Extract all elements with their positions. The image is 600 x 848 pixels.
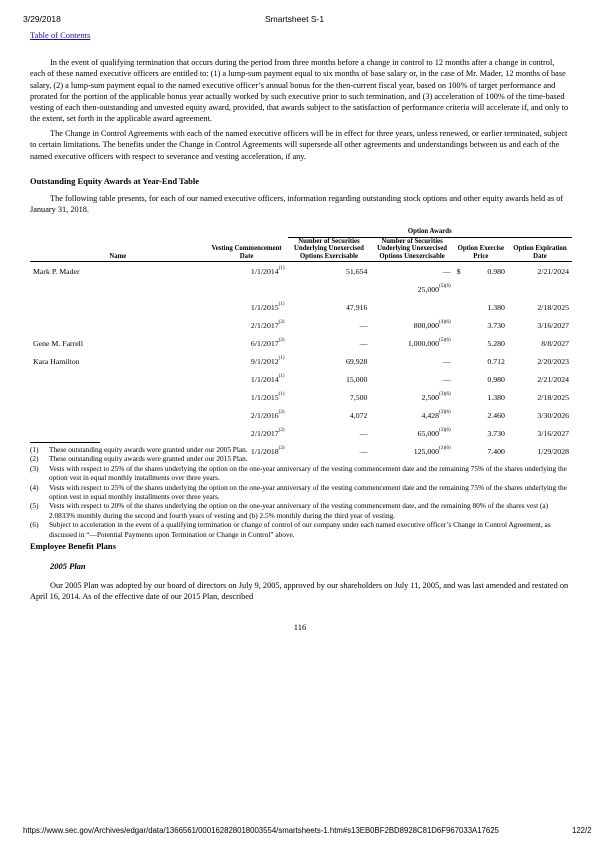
table-group-header-row bbox=[30, 228, 572, 237]
section-heading-outstanding-equity: Outstanding Equity Awards at Year-End Table bbox=[30, 176, 200, 186]
cell-name bbox=[30, 424, 206, 442]
footnote-text: Subject to acceleration in the event of a qualifying termination or change of control of our company under each named executive officer’s Change in Control Agreement, as discussed in “—Potential Payments upon Termination or Change in Control” above. bbox=[49, 520, 551, 539]
cell-name: Gene M. Farrell bbox=[33, 338, 84, 348]
cell-exercise-price: 0.712 bbox=[487, 356, 505, 366]
cell-unexercisable: $2,500^{(3)(6)}$ bbox=[421, 391, 451, 402]
cell-vesting-date bbox=[206, 280, 288, 298]
paragraph-change-in-control: The Change in Control Agreements with each of the named executive officers will be in effect for three years, unless renewed, or earlier terminated, subject to certain limitations. The benefits under the Change in Control Agreements will supersede all other agreements and understandings between us and each of the named executive officers with respect to severance and vesting acceleration, if any. bbox=[30, 129, 568, 161]
column-header-exercisable: Number of Securities Underlying Unexercised Options Exercisable bbox=[288, 237, 371, 262]
cell-vesting-date: 2/1/2017$^{(2)}$ bbox=[250, 427, 285, 438]
footnote-number: (1) bbox=[30, 445, 39, 454]
footnote-ref: (5)(6) bbox=[439, 337, 451, 343]
footnote-text: Vests with respect to 20% of the shares underlying the option on the one-year anniversary of the vesting commencement date, and the remaining 80% of the shares vest (a) 2.0833% monthly during the second and fourth years of vesting and (b) 2.5% monthly during the third year of vesting. bbox=[49, 501, 549, 520]
cell-vesting-date: 2/1/2016$^{(2)}$ bbox=[250, 409, 285, 420]
footnote-number: (5) bbox=[30, 501, 39, 511]
cell-vesting-date: 9/1/2012$^{(1)}$ bbox=[250, 355, 285, 366]
footnote-number: (3) bbox=[30, 463, 39, 473]
footnote-ref: (2) bbox=[278, 319, 285, 325]
footnote-ref: (1) bbox=[278, 265, 285, 271]
cell-exercisable: — bbox=[359, 446, 368, 456]
paragraph-termination-benefits: In the event of qualifying termination that occurs during the period from three months before a change in control to 12 months after a change in control, each of these named executive officers are entitled to: (1) a lump-sum payment equal to six months of base salary or, in the case of Mr. Mader, 12 months of base salary, (2) a lump-sum payment equal to the named executive officer’s annual bonus for the then-current fiscal year, based on 100% of target performance and prorated for the portion of the applicable bonus year actually worked by such executive prior to such termination, and (3) acceleration of 100% of the time-based vesting of each then-outstanding and unvested equity award, provided, that awards subject to the satisfaction of performance criteria will accelerate if, and only to the extent, set forth in the applicable award agreement. bbox=[30, 58, 569, 124]
cell-unexercisable: $1,000,000^{(5)(6)}$ bbox=[407, 337, 451, 348]
footnote-divider bbox=[30, 442, 100, 443]
footnote-text: Vests with respect to 25% of the shares underlying the option on the one-year anniversary of the vesting commencement date and the remaining 75% of the shares underlying the option vest in equal monthly installments over three years. bbox=[49, 482, 567, 502]
cell-unexercisable: $125,000^{(3)(6)}$ bbox=[413, 445, 451, 456]
footnote-item bbox=[30, 445, 575, 454]
cell-exercise-price: 0.980 bbox=[487, 374, 505, 384]
footnote-number: (4) bbox=[30, 482, 39, 492]
cell-exercise-price: 2.460 bbox=[487, 410, 505, 420]
print-page-count: 122/2 bbox=[572, 826, 592, 835]
table-row bbox=[30, 352, 572, 370]
cell-unexercisable: $25,000^{(5)(6)}$ bbox=[417, 283, 451, 294]
cell-exercisable bbox=[288, 280, 371, 298]
cell-exercisable: — bbox=[359, 320, 368, 330]
table-row bbox=[30, 316, 572, 334]
cell-vesting-date: 1/1/2018$^{(2)}$ bbox=[250, 445, 285, 456]
cell-name bbox=[30, 370, 206, 388]
footnote-number: (2) bbox=[30, 454, 39, 464]
cell-expiration-date bbox=[508, 280, 572, 298]
cell-exercisable: 15,000 bbox=[345, 374, 368, 384]
cell-expiration-date: 2/21/2024 bbox=[537, 374, 569, 384]
footnote-ref: (1) bbox=[278, 391, 285, 397]
column-header-name: Name bbox=[30, 237, 206, 262]
cell-vesting-date: 2/1/2017$^{(2)}$ bbox=[250, 319, 285, 330]
cell-vesting-date: 1/1/2015$^{(1)}$ bbox=[250, 301, 285, 312]
footnote-ref: (1) bbox=[278, 373, 285, 379]
cell-name bbox=[30, 406, 206, 424]
footnote-ref: (2) bbox=[278, 337, 285, 343]
cell-exercise-price: 3.730 bbox=[487, 320, 505, 330]
paragraph-table-intro: The following table presents, for each of our named executive officers, information regarding outstanding stock options and other equity awards held as of January 31, 2018. bbox=[30, 194, 564, 215]
table-row bbox=[30, 298, 572, 316]
cell-exercise-price: 5.280 bbox=[487, 338, 505, 348]
table-row bbox=[30, 406, 572, 424]
currency-symbol: $ bbox=[456, 266, 461, 276]
cell-name bbox=[30, 316, 206, 334]
cell-expiration-date: 8/8/2027 bbox=[541, 338, 569, 348]
paragraph-2005-plan: Our 2005 Plan was adopted by our board of directors on July 9, 2005, approved by our shareholders on July 11, 2005, and was last amended and restated on April 16, 2014. As of the effective date of our 2015 Plan, described bbox=[30, 581, 569, 602]
cell-name: Kara Hamilton bbox=[33, 356, 80, 366]
cell-exercisable: — bbox=[359, 338, 368, 348]
cell-unexercisable: — bbox=[442, 266, 451, 276]
section-heading-employee-benefit-plans: Employee Benefit Plans bbox=[30, 541, 116, 551]
column-header-unexercisable: Number of Securities Underlying Unexercised Options Unexercisable bbox=[370, 237, 453, 262]
footnotes-list bbox=[30, 445, 575, 539]
cell-unexercisable: — bbox=[442, 356, 451, 366]
cell-expiration-date: 1/29/2028 bbox=[537, 446, 569, 456]
footnote-item bbox=[30, 520, 575, 539]
cell-exercise-price: 1.380 bbox=[487, 302, 505, 312]
source-url: https://www.sec.gov/Archives/edgar/data/1366561/000162828018003554/smartsheets-1.htm#s13EB0BF2BD8928C81D6F967033A17625 bbox=[23, 826, 499, 835]
footnote-text: These outstanding equity awards were granted under our 2015 Plan. bbox=[49, 454, 248, 464]
cell-exercise-price bbox=[454, 280, 508, 298]
cell-name: Mark P. Mader bbox=[33, 266, 80, 276]
cell-exercisable: 51,654 bbox=[345, 266, 368, 276]
footnote-ref: (1) bbox=[278, 301, 285, 307]
footnote-ref: (4)(6) bbox=[439, 319, 451, 325]
footnote-ref: (3)(6) bbox=[439, 445, 451, 451]
cell-expiration-date: 2/20/2023 bbox=[537, 356, 569, 366]
footnote-ref: (2) bbox=[278, 427, 285, 433]
table-row bbox=[30, 280, 572, 298]
cell-exercisable: 47,916 bbox=[345, 302, 368, 312]
footnote-ref: (3)(6) bbox=[439, 409, 451, 415]
column-header-vesting-date: Vesting Commencement Date bbox=[206, 237, 288, 262]
footnote-text: These outstanding equity awards were granted under our 2005 Plan. bbox=[49, 445, 248, 454]
cell-exercisable: 69,928 bbox=[345, 356, 368, 366]
cell-vesting-date: 6/1/2017$^{(2)}$ bbox=[250, 337, 285, 348]
footnote-ref: (3)(6) bbox=[439, 427, 451, 433]
outstanding-equity-table bbox=[30, 228, 572, 460]
footnote-ref: (1) bbox=[278, 355, 285, 361]
footnote-ref: (5)(6) bbox=[439, 283, 451, 289]
cell-exercise-price: 1.380 bbox=[487, 392, 505, 402]
table-row bbox=[30, 370, 572, 388]
footnote-item bbox=[30, 454, 575, 463]
cell-exercise-price: $ 0.980 bbox=[456, 266, 505, 276]
cell-vesting-date: 1/1/2014$^{(1)}$ bbox=[250, 265, 285, 276]
cell-expiration-date: 3/30/2026 bbox=[537, 410, 569, 420]
table-row bbox=[30, 334, 572, 352]
cell-expiration-date: 3/16/2027 bbox=[537, 428, 569, 438]
cell-unexercisable: $4,428^{(3)(6)}$ bbox=[421, 409, 451, 420]
cell-unexercisable: — bbox=[442, 374, 451, 384]
footnote-ref: (3)(6) bbox=[439, 391, 451, 397]
cell-expiration-date: 2/21/2024 bbox=[537, 266, 569, 276]
document-title: Smartsheet S-1 bbox=[265, 14, 325, 24]
cell-expiration-date: 3/16/2027 bbox=[537, 320, 569, 330]
table-row bbox=[30, 262, 572, 281]
table-header-row bbox=[30, 237, 572, 262]
cell-name bbox=[30, 298, 206, 316]
cell-unexercisable: $65,000^{(3)(6)}$ bbox=[417, 427, 451, 438]
cell-exercise-price: 7.400 bbox=[487, 446, 505, 456]
cell-vesting-date: 1/1/2014$^{(1)}$ bbox=[250, 373, 285, 384]
cell-exercisable: 4,072 bbox=[349, 410, 368, 420]
table-row bbox=[30, 424, 572, 442]
footnote-item bbox=[30, 464, 575, 483]
cell-name bbox=[30, 280, 206, 298]
option-awards-group-header: Option Awards bbox=[288, 228, 573, 237]
column-header-exercise-price: Option Exercise Price bbox=[454, 237, 508, 262]
print-date: 3/29/2018 bbox=[23, 14, 61, 24]
footnote-text: Vests with respect to 25% of the shares underlying the option on the one-year anniversary of the vesting commencement date and the remaining 75% of the shares underlying the option vest in equal monthly installments over three years. bbox=[49, 463, 567, 483]
cell-exercisable: — bbox=[359, 428, 368, 438]
column-header-expiration-date: Option Expiration Date bbox=[508, 237, 572, 262]
cell-vesting-date: 1/1/2015$^{(1)}$ bbox=[250, 391, 285, 402]
cell-exercisable: 7,500 bbox=[349, 392, 368, 402]
footnote-ref: (2) bbox=[278, 409, 285, 415]
footnote-ref: (2) bbox=[278, 445, 285, 451]
cell-unexercisable bbox=[370, 298, 453, 316]
footnote-number: (6) bbox=[30, 520, 39, 530]
footnote-item bbox=[30, 483, 575, 502]
page-number: 116 bbox=[293, 622, 307, 632]
table-row bbox=[30, 388, 572, 406]
cell-unexercisable: $800,000^{(4)(6)}$ bbox=[413, 319, 451, 330]
cell-expiration-date: 2/18/2025 bbox=[537, 302, 569, 312]
cell-exercise-price: 3.730 bbox=[487, 428, 505, 438]
cell-expiration-date: 2/18/2025 bbox=[537, 392, 569, 402]
subsection-heading-2005-plan: 2005 Plan bbox=[50, 561, 86, 571]
cell-name bbox=[30, 388, 206, 406]
table-of-contents-link[interactable]: Table of Contents bbox=[30, 30, 91, 40]
footnote-item bbox=[30, 501, 575, 520]
